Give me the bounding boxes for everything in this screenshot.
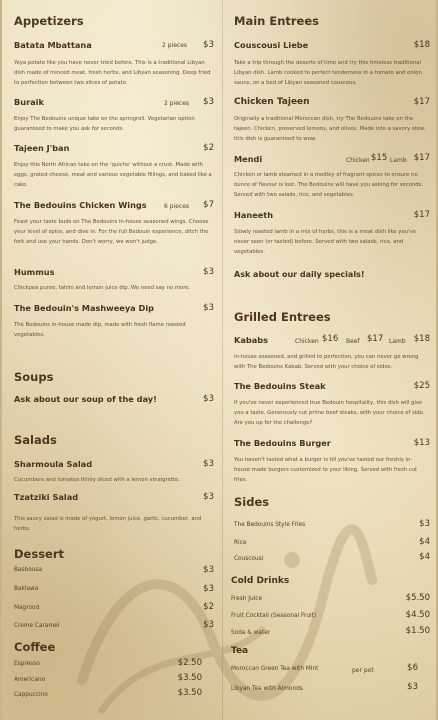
item-name: The Bedouins Chicken Wings [14, 200, 147, 210]
item-price: $17 [413, 210, 430, 220]
item-price: $2 [203, 143, 214, 153]
item-name: Cappuccino [14, 692, 48, 698]
section-title-appetizers: Appetizers [14, 14, 84, 28]
item-name: Soda & water [231, 630, 271, 636]
item-description: Enjoy this North African take on the 'quiche' without a crust. Made with eggs, grated cheese, meat and various vegetable fillings, and baked like a cake. [14, 162, 212, 188]
section-title-sides: Sides [234, 495, 270, 509]
item-description: Chicken or lamb steamed in a medley of fragrant spices to ensure no ounce of flavour is lost. The Bedouins will have you asking for seconds. Served with two salads, rice, and vegetables. [234, 172, 424, 198]
item-name: The Bedouin's Mashweeya Dip [14, 303, 155, 313]
item-description: In-house seasoned, and grilled to perfection, you can never go wrong with The Bedouins Kabab. Served with your choice of sides. [234, 354, 419, 370]
item-price: $3 [203, 303, 214, 313]
section-title-grilled-entrees: Grilled Entrees [234, 310, 331, 324]
item-description: Yeya potato like you have never tried before. This is a traditional Libyan dish made of minced meat, fresh herbs, and Libyan seasoning. Deep fried to perfection between two slices of potato. [14, 60, 211, 86]
section-title-salads: Salads [14, 433, 57, 447]
item-price: $4 [419, 552, 430, 562]
item-price: $3 [203, 40, 214, 50]
item-name: Libyan Tea with Almonds [231, 686, 303, 692]
section-title-soups: Soups [14, 370, 54, 384]
daily-specials-note: Ask about our daily specials! [234, 270, 365, 279]
item-description: This saucy salad is made of yogurt, lemon juice, garlic, cucumber, and herbs. [14, 516, 202, 532]
item-description: Feast your taste buds on The Bedouins in-house seasoned wings. Choose your level of spice, and dive in. For the full Bedouin experience, ditch the fork and use your hands. Don't worry, we won't judge. [14, 219, 209, 245]
item-name: Hummus [14, 267, 55, 277]
option-label: Lamb [390, 157, 407, 164]
item-price: $18 [413, 40, 430, 50]
item-price: $1.50 [405, 626, 430, 636]
item-description: You haven't tasted what a burger is till you've tasted our freshly in-house made burgers customized to your liking. Served with fresh cut fries. [234, 457, 418, 483]
option-price: $17 [413, 153, 430, 163]
item-price: $4.50 [405, 610, 430, 620]
item-name: The Bedouins Style Fries [234, 522, 306, 528]
item-name: Sharmoula Salad [14, 459, 93, 469]
item-price: $3.50 [177, 688, 202, 698]
option-price: $16 [322, 334, 339, 344]
item-price: $3 [203, 565, 214, 575]
option-price: $15 [371, 153, 388, 163]
section-title-coffee: Coffee [14, 640, 56, 654]
item-price: $13 [413, 438, 430, 448]
item-description: Slowly roasted lamb in a mix of herbs, this is a meat dish like you've never seen (or tasted) before. Served with two salads, rice, and vegetables. [234, 229, 416, 255]
item-description: Take a trip through the deserts of time and try this timeless traditional Libyan dish. Lamb cooked to perfect tenderness in a tomato and onion sauce, on a bed of Libyan seasoned couscous. [234, 60, 422, 86]
item-price: $2 [203, 602, 214, 612]
item-name: Tajeen J'ban [14, 143, 70, 153]
item-price: $3 [203, 267, 214, 277]
item-qty: 2 pieces [164, 100, 190, 107]
item-name: Kababs [234, 335, 268, 345]
item-price: $3 [203, 97, 214, 107]
item-qty: per pot [352, 667, 374, 674]
item-name: Mendi [234, 154, 263, 164]
option-label: Chicken [295, 338, 319, 345]
item-price: $3 [203, 459, 214, 469]
item-name: Moroccan Green Tea with Mint [231, 666, 319, 672]
calligraphy-watermark-icon [62, 520, 382, 720]
item-name: Buraik [14, 97, 44, 107]
item-price: $3 [203, 584, 214, 594]
item-price: $5.50 [405, 593, 430, 603]
item-description: Chickpea puree, tahini and lemon juice dip. We need say no more. [14, 285, 191, 291]
item-price: $3 [203, 394, 214, 404]
section-title-cold-drinks: Cold Drinks [231, 576, 290, 586]
item-name: Rice [234, 540, 247, 546]
option-label: Beef [346, 338, 360, 345]
item-price: $3 [407, 682, 418, 692]
item-description: The Bedouins in-house made dip, made with fresh flame roasted vegetables. [14, 322, 186, 338]
item-name: Tzatziki Salad [14, 492, 79, 502]
item-price: $7 [203, 200, 214, 210]
item-name: Espresso [14, 661, 40, 667]
item-qty: 2 pieces [162, 42, 188, 49]
item-price: $3 [203, 620, 214, 630]
section-title-dessert: Dessert [14, 547, 65, 561]
item-name: Ask about our soup of the day! [14, 394, 157, 404]
item-name: Fresh Juice [231, 596, 263, 602]
item-name: Fruit Cocktail (Seasonal Fruit) [231, 613, 317, 619]
item-name: Creme Caramel [14, 623, 60, 629]
item-description: If you've never experienced true Bedouin hospitality, this dish will give you a taste. Generously cut prime beef steaks, with your choice of side. Are you up for the challenge? [234, 400, 425, 426]
item-price: $3 [419, 519, 430, 529]
item-price: $25 [413, 381, 430, 391]
item-qty: 6 pieces [164, 203, 190, 210]
item-name: Chicken Tajeen [234, 97, 310, 107]
item-price: $6 [407, 663, 418, 673]
item-price: $2.50 [177, 658, 202, 668]
option-price: $18 [413, 334, 430, 344]
item-name: Haneeth [234, 210, 274, 220]
item-name: Batata Mbattana [14, 40, 92, 50]
section-title-main-entrees: Main Entrees [234, 14, 319, 28]
option-label: Lamb [389, 338, 406, 345]
item-description: Cucumbers and tomatos thinly diced with a lemon vinaigrette. [14, 477, 180, 483]
item-name: Couscousi [234, 556, 264, 562]
item-name: The Bedouins Steak [234, 381, 326, 391]
item-name: Basbousa [14, 567, 43, 573]
item-name: Couscousi Liebe [234, 40, 309, 50]
item-description: Enjoy The Bedouins unique take on the springroll. Vegetarian option guaranteed to make you ask for seconds. [14, 116, 195, 132]
item-price: $3.50 [177, 673, 202, 683]
item-price: $17 [413, 97, 430, 107]
item-name: Americano [14, 677, 46, 683]
item-name: The Bedouins Burger [234, 438, 331, 448]
option-price: $17 [367, 334, 384, 344]
item-name: Magrood [14, 605, 40, 611]
item-price: $4 [419, 537, 430, 547]
option-label: Chicken [346, 157, 370, 164]
section-title-tea: Tea [231, 646, 249, 656]
item-description: Originally a traditional Moroccan dish, try The Bedouins take on the tajeen. Chicken, preserved lemons, and olives. Made into a savory stew, this dish is guaranteed to wow. [234, 116, 426, 142]
item-name: Baklawa [14, 586, 39, 592]
item-price: $3 [203, 492, 214, 502]
